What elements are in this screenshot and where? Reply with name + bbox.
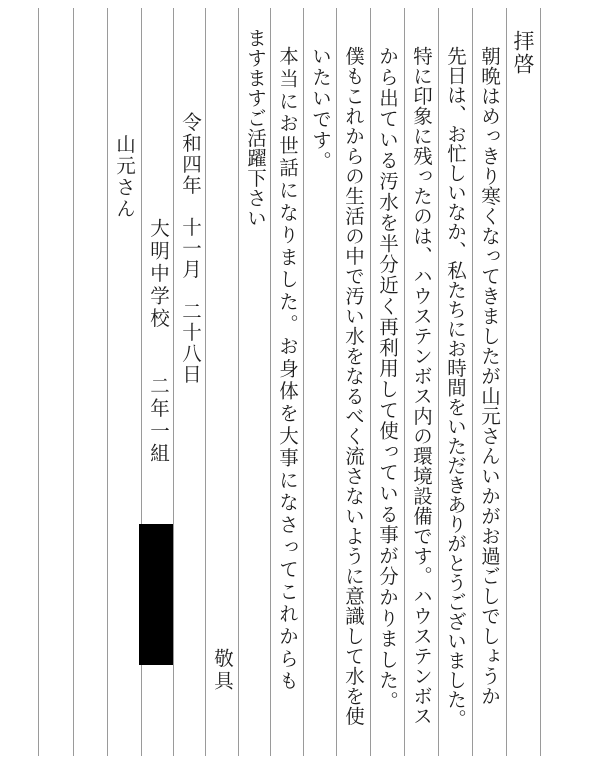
body-line: から出ている汚水を半分近く再利用して使っている事が分かりました。 xyxy=(376,46,399,712)
rule-line xyxy=(205,8,206,756)
sender-school: 大明中学校 二年一組 xyxy=(147,218,170,466)
body-line: 僕もこれからの生活の中で汚い水をなるべく流さないように意識して水を使 xyxy=(342,46,365,726)
date: 令和四年 十一月 二十八日 xyxy=(179,112,202,385)
rule-line xyxy=(472,8,473,756)
rule-line xyxy=(303,8,304,756)
rule-line xyxy=(38,8,39,756)
rule-line xyxy=(438,8,439,756)
rule-line xyxy=(540,8,541,756)
rule-line xyxy=(404,8,405,756)
body-line: ますますご活躍下さい xyxy=(244,28,267,228)
redacted-sender-name xyxy=(139,524,173,665)
rule-line xyxy=(506,8,507,756)
body-line: 特に印象に残ったのは、ハウステンボス内の環境設備です。ハウステンボス xyxy=(410,46,433,726)
body-line: 先日は、お忙しいなか、私たちにお時間をいただきありがとうございました。 xyxy=(444,46,467,729)
closing: 敬具 xyxy=(211,648,234,693)
recipient: 山元さん xyxy=(113,134,136,220)
rule-line xyxy=(173,8,174,756)
rule-line xyxy=(270,8,271,756)
body-line: いたいです。 xyxy=(309,46,332,172)
rule-line xyxy=(370,8,371,756)
body-line: 朝晩はめっきり寒くなってきましたが山元さんいかがお過ごしでしょうか xyxy=(478,46,501,706)
rule-line xyxy=(336,8,337,756)
rule-line xyxy=(238,8,239,756)
rule-line xyxy=(73,8,74,756)
rule-line xyxy=(107,8,108,756)
body-line: 本当にお世話になりました。お身体を大事になさってこれからも xyxy=(276,46,299,693)
greeting: 拝啓 xyxy=(511,30,535,76)
